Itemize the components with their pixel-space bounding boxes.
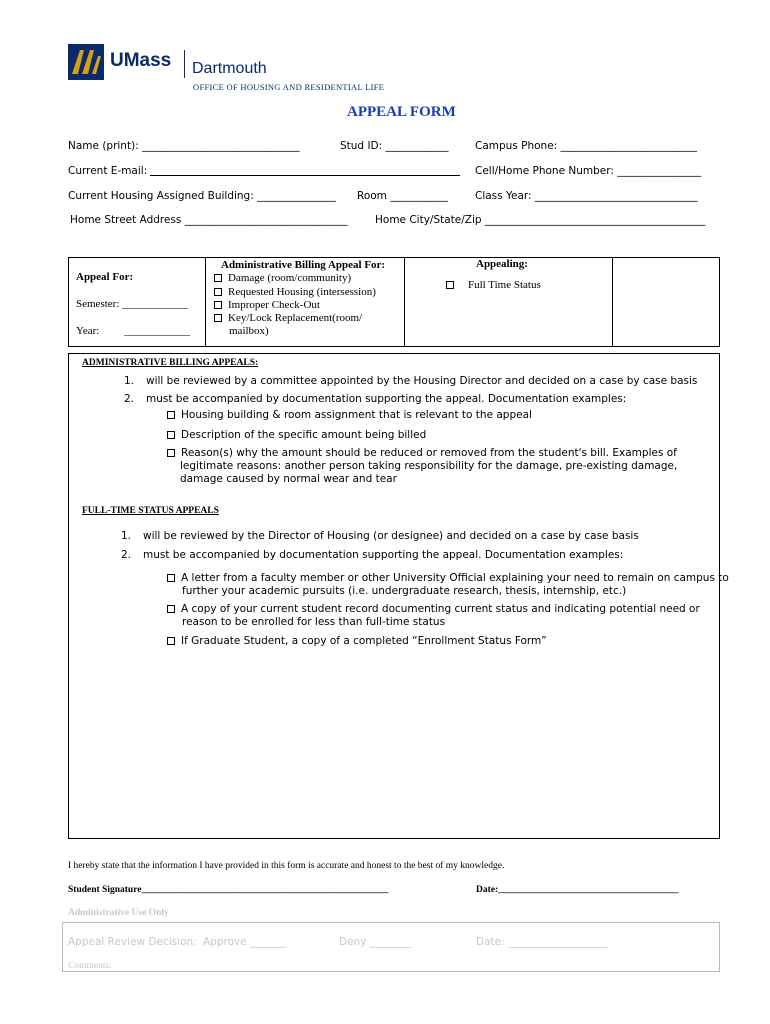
fulltime-example-3: If Graduate Student, a copy of a completed “Enrollment Status Form” [167,635,547,647]
email-underline [150,175,460,176]
class-year-field[interactable]: Class Year: _______________________________ [475,190,698,202]
stud-id-field[interactable]: Stud ID: ____________ [340,140,449,152]
checkbox[interactable] [446,281,454,289]
admin-billing-heading: Administrative Billing Appeal For: [221,259,386,271]
office-name: OFFICE OF HOUSING AND RESIDENTIAL LIFE [193,82,385,92]
certification-statement: I hereby state that the information I have provided in this form is accurate and honest to the best of my knowledge. [68,861,505,871]
logo-divider [184,50,185,78]
admin-item-1: 1. will be reviewed by a committee appointed by the Housing Director and decided on a case by case basis [124,375,698,387]
fulltime-appeals-heading: FULL-TIME STATUS APPEALS [82,506,219,516]
full-time-status-item[interactable]: Full Time Status [446,279,541,291]
fulltime-example-1-line2: further your academic pursuits (i.e. undergraduate research, thesis, internship, etc.) [182,585,627,597]
comments-label[interactable]: Comments: [68,961,112,971]
admin-use-label: Administrative Use Only [68,908,169,918]
fulltime-item-1: 1. will be reviewed by the Director of Housing (or designee) and decided on a case by case basis [121,530,639,542]
signature-field[interactable]: Student Signature____________________________________________________ [68,885,389,895]
page-title: APPEAL FORM [347,104,456,120]
cell-phone-field[interactable]: Cell/Home Phone Number: ________________ [475,165,702,177]
admin-appeals-heading: ADMINISTRATIVE BILLING APPEALS: [82,358,259,368]
checkbox[interactable] [214,314,222,322]
appeal-for-label: Appeal For: [76,271,134,283]
checkbox[interactable] [167,637,175,645]
admin-item-housing[interactable]: Requested Housing (intersession) [214,286,376,298]
appealing-heading: Appealing: [476,258,528,270]
fulltime-example-2-line2: reason to be enrolled for less than full-time status [182,616,446,628]
semester-field[interactable]: Semester: ____________ [76,298,189,310]
campus-phone-field[interactable]: Campus Phone: __________________________ [475,140,698,152]
approve-field[interactable]: Approve _______ [203,936,287,948]
checkbox[interactable] [167,431,175,439]
year-field[interactable]: Year: ____________ [76,325,191,337]
admin-example-1: Housing building & room assignment that is relevant to the appeal [167,409,532,421]
fulltime-example-1: A letter from a faculty member or other University Official explaining your need to remain on campus to [167,572,729,584]
admin-example-3: Reason(s) why the amount should be reduced or removed from the student's bill. Examples of [167,447,677,459]
admin-example-2: Description of the specific amount being billed [167,429,426,441]
umass-logo [68,44,104,80]
admin-item-key[interactable]: Key/Lock Replacement(room/ [214,312,362,324]
admin-item-damage[interactable]: Damage (room/community) [214,272,351,284]
email-field[interactable]: Current E-mail: [68,165,148,177]
fulltime-item-2: 2. must be accompanied by documentation supporting the appeal. Documentation examples: [121,549,624,561]
table-divider-3 [612,257,613,347]
building-field[interactable]: Current Housing Assigned Building: _______________ [68,190,336,202]
admin-item-2: 2. must be accompanied by documentation supporting the appeal. Documentation examples: [124,393,627,405]
checkbox[interactable] [214,301,222,309]
home-street-field[interactable]: Home Street Address _______________________________ [70,214,348,226]
table-divider-1 [205,257,206,347]
checkbox[interactable] [167,574,175,582]
checkbox[interactable] [167,605,175,613]
checkbox[interactable] [214,288,222,296]
admin-item-key-cont: mailbox) [229,325,269,337]
home-city-field[interactable]: Home City/State/Zip __________________________________________ [375,214,706,226]
checkbox[interactable] [167,411,175,419]
deny-field[interactable]: Deny ________ [339,936,412,948]
admin-item-checkout[interactable]: Improper Check-Out [214,299,320,311]
room-field[interactable]: Room ___________ [357,190,448,202]
fulltime-example-2: A copy of your current student record documenting current status and indicating potential need or [167,603,700,615]
checkbox[interactable] [167,449,175,457]
logo-text: UMass [110,50,172,71]
review-decision-label: Appeal Review Decision: [68,936,197,948]
name-field[interactable]: Name (print): ______________________________ [68,140,300,152]
admin-example-3-line2: legitimate reasons: another person taking responsibility for the damage, pre-existing damage, [180,460,678,472]
campus-name: Dartmouth [192,60,267,77]
admin-date-field[interactable]: Date: ___________________ [476,936,608,948]
table-divider-2 [404,257,405,347]
date-field[interactable]: Date:______________________________________ [476,885,679,895]
admin-example-3-line3: damage caused by normal wear and tear [180,473,397,485]
checkbox[interactable] [214,274,222,282]
